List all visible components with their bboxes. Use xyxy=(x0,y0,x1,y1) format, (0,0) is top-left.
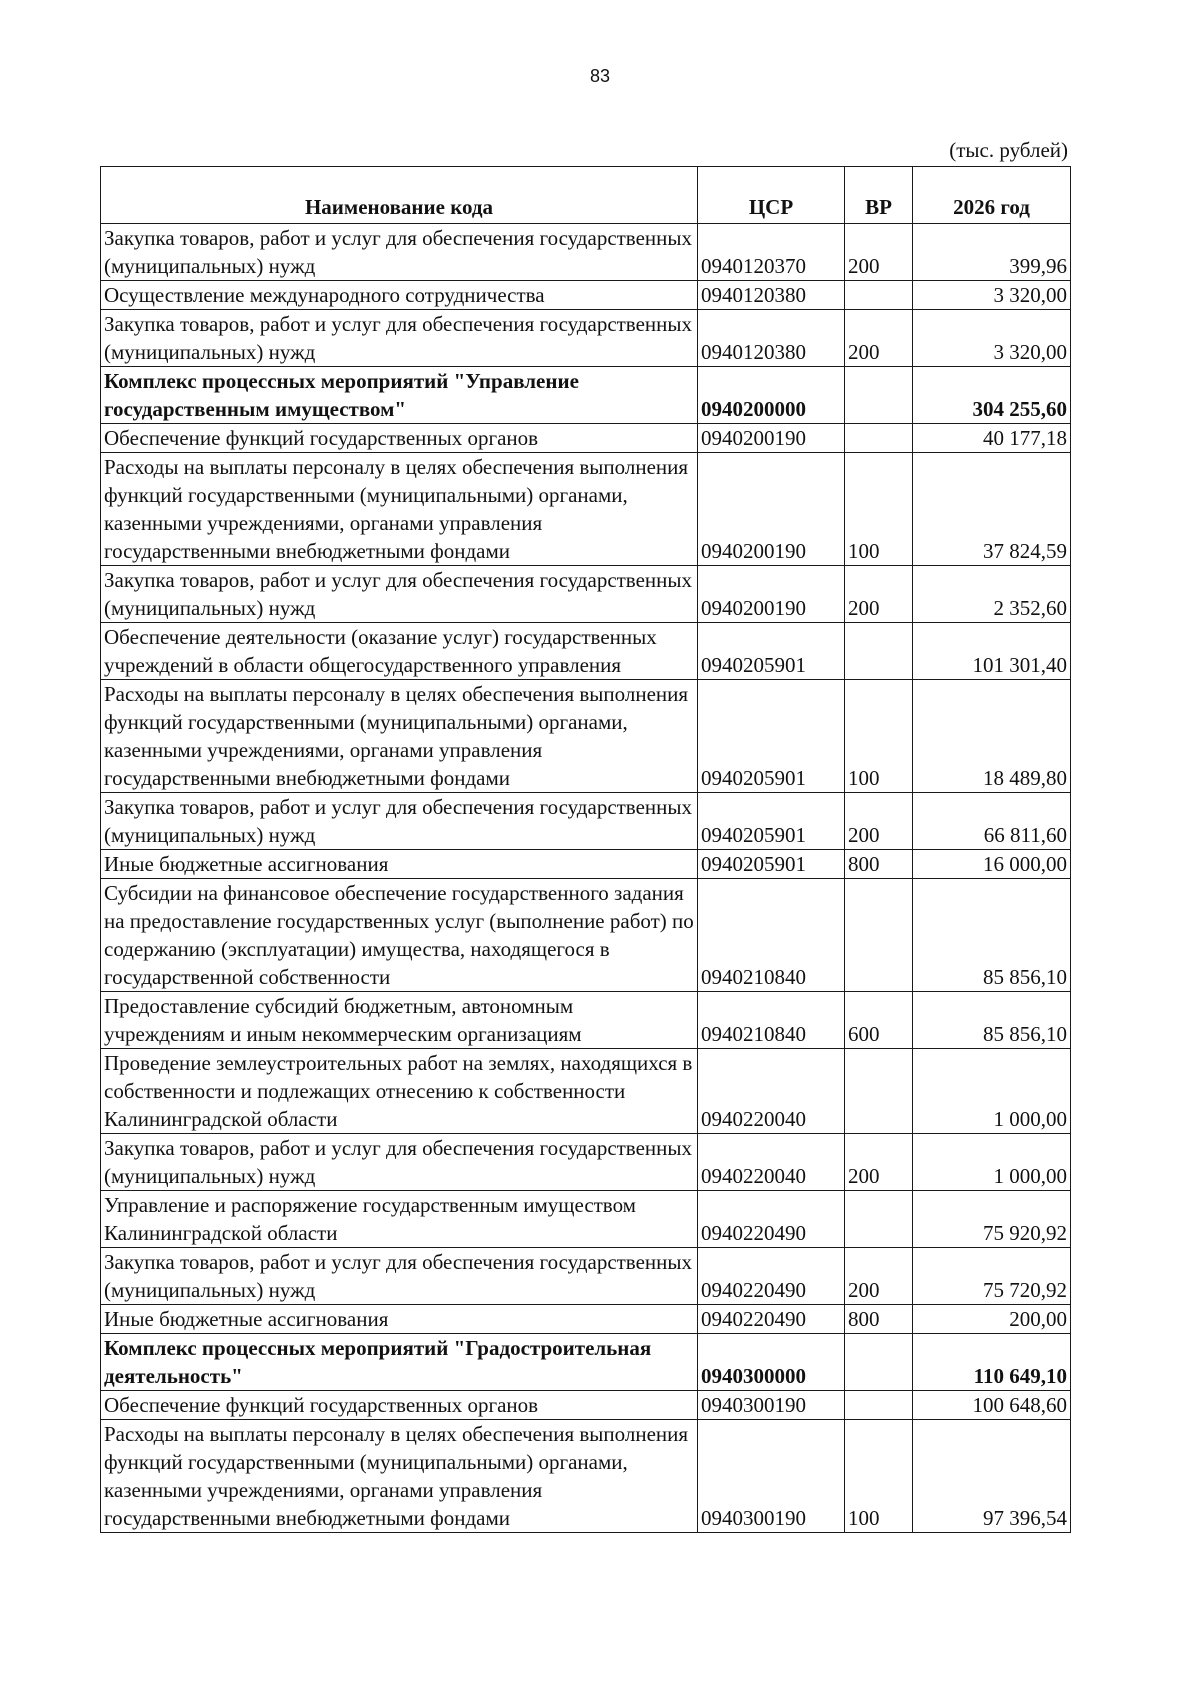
table-header-row xyxy=(101,167,1071,224)
cell-name: Управление и распоряжение государственным имуществом Калининградской области xyxy=(101,1191,698,1248)
cell-sum: 85 856,10 xyxy=(913,992,1071,1049)
cell-csr: 0940205901 xyxy=(698,680,845,793)
cell-csr: 0940210840 xyxy=(698,992,845,1049)
table-row xyxy=(101,566,1071,623)
cell-vr xyxy=(845,1334,913,1391)
cell-csr: 0940200190 xyxy=(698,453,845,566)
cell-vr: 200 xyxy=(845,224,913,281)
cell-sum: 200,00 xyxy=(913,1305,1071,1334)
cell-csr: 0940300190 xyxy=(698,1391,845,1420)
cell-vr xyxy=(845,367,913,424)
cell-name: Комплекс процессных мероприятий "Градостроительная деятельность" xyxy=(101,1334,698,1391)
cell-vr: 200 xyxy=(845,1134,913,1191)
table-row xyxy=(101,1391,1071,1420)
table-row xyxy=(101,793,1071,850)
cell-csr: 0940120380 xyxy=(698,281,845,310)
cell-name: Закупка товаров, работ и услуг для обеспечения государственных (муниципальных) нужд xyxy=(101,1248,698,1305)
cell-vr xyxy=(845,879,913,992)
table-row xyxy=(101,453,1071,566)
page-number: 83 xyxy=(589,66,611,86)
cell-sum: 3 320,00 xyxy=(913,281,1071,310)
cell-name: Предоставление субсидий бюджетным, автономным учреждениям и иным некоммерческим организациям xyxy=(101,992,698,1049)
cell-name: Субсидии на финансовое обеспечение государственного задания на предоставление государственных услуг (выполнение работ) по содержанию (эксплуатации) имущества, находящегося в государственной собственности xyxy=(101,879,698,992)
cell-sum: 100 648,60 xyxy=(913,1391,1071,1420)
table-row xyxy=(101,1191,1071,1248)
table-row xyxy=(101,367,1071,424)
cell-sum: 85 856,10 xyxy=(913,879,1071,992)
cell-sum: 2 352,60 xyxy=(913,566,1071,623)
table-row xyxy=(101,1420,1071,1533)
cell-vr xyxy=(845,1391,913,1420)
cell-vr: 100 xyxy=(845,1420,913,1533)
cell-sum: 40 177,18 xyxy=(913,424,1071,453)
cell-vr xyxy=(845,1191,913,1248)
cell-csr: 0940200190 xyxy=(698,566,845,623)
cell-csr: 0940220490 xyxy=(698,1305,845,1334)
cell-name: Осуществление международного сотрудничества xyxy=(101,281,698,310)
cell-name: Обеспечение функций государственных органов xyxy=(101,1391,698,1420)
cell-csr: 0940220040 xyxy=(698,1134,845,1191)
cell-csr: 0940200000 xyxy=(698,367,845,424)
cell-name: Иные бюджетные ассигнования xyxy=(101,1305,698,1334)
cell-vr: 100 xyxy=(845,453,913,566)
cell-vr: 200 xyxy=(845,566,913,623)
cell-sum: 3 320,00 xyxy=(913,310,1071,367)
header-name: Наименование кода xyxy=(101,167,698,224)
cell-vr: 800 xyxy=(845,1305,913,1334)
cell-csr: 0940300000 xyxy=(698,1334,845,1391)
header-vr: ВР xyxy=(845,167,913,224)
cell-name: Проведение землеустроительных работ на землях, находящихся в собственности и подлежащих отнесению к собственности Калининградской области xyxy=(101,1049,698,1134)
table-row xyxy=(101,310,1071,367)
units-label: (тыс. рублей) xyxy=(949,138,1068,162)
cell-sum: 1 000,00 xyxy=(913,1134,1071,1191)
cell-sum: 399,96 xyxy=(913,224,1071,281)
table-row xyxy=(101,281,1071,310)
cell-vr: 200 xyxy=(845,1248,913,1305)
budget-table xyxy=(100,166,1071,1533)
cell-vr xyxy=(845,623,913,680)
cell-vr xyxy=(845,281,913,310)
cell-vr: 600 xyxy=(845,992,913,1049)
cell-vr: 200 xyxy=(845,793,913,850)
cell-sum: 18 489,80 xyxy=(913,680,1071,793)
cell-sum: 97 396,54 xyxy=(913,1420,1071,1533)
header-sum: 2026 год xyxy=(913,167,1071,224)
cell-csr: 0940205901 xyxy=(698,793,845,850)
cell-csr: 0940210840 xyxy=(698,879,845,992)
table-row xyxy=(101,1305,1071,1334)
cell-sum: 66 811,60 xyxy=(913,793,1071,850)
cell-vr: 200 xyxy=(845,310,913,367)
cell-name: Закупка товаров, работ и услуг для обеспечения государственных (муниципальных) нужд xyxy=(101,310,698,367)
table-row xyxy=(101,1134,1071,1191)
table-row xyxy=(101,992,1071,1049)
cell-csr: 0940205901 xyxy=(698,623,845,680)
cell-name: Закупка товаров, работ и услуг для обеспечения государственных (муниципальных) нужд xyxy=(101,224,698,281)
cell-csr: 0940220490 xyxy=(698,1191,845,1248)
cell-csr: 0940205901 xyxy=(698,850,845,879)
cell-vr xyxy=(845,424,913,453)
cell-sum: 304 255,60 xyxy=(913,367,1071,424)
cell-sum: 75 920,92 xyxy=(913,1191,1071,1248)
cell-vr xyxy=(845,1049,913,1134)
table-row xyxy=(101,1334,1071,1391)
table-row xyxy=(101,1248,1071,1305)
cell-name: Обеспечение функций государственных органов xyxy=(101,424,698,453)
header-csr: ЦСР xyxy=(698,167,845,224)
cell-sum: 37 824,59 xyxy=(913,453,1071,566)
cell-name: Закупка товаров, работ и услуг для обеспечения государственных (муниципальных) нужд xyxy=(101,566,698,623)
cell-csr: 0940220490 xyxy=(698,1248,845,1305)
cell-csr: 0940120380 xyxy=(698,310,845,367)
cell-name: Иные бюджетные ассигнования xyxy=(101,850,698,879)
table-row xyxy=(101,879,1071,992)
cell-name: Расходы на выплаты персоналу в целях обеспечения выполнения функций государственными (муниципальными) органами, казенными учреждениями, органами управления государственными внебюджетными фондами xyxy=(101,680,698,793)
cell-sum: 110 649,10 xyxy=(913,1334,1071,1391)
cell-vr: 800 xyxy=(845,850,913,879)
cell-csr: 0940300190 xyxy=(698,1420,845,1533)
cell-sum: 75 720,92 xyxy=(913,1248,1071,1305)
table-row xyxy=(101,424,1071,453)
cell-csr: 0940200190 xyxy=(698,424,845,453)
table-row xyxy=(101,850,1071,879)
cell-name: Обеспечение деятельности (оказание услуг) государственных учреждений в области общегосударственного управления xyxy=(101,623,698,680)
cell-sum: 1 000,00 xyxy=(913,1049,1071,1134)
cell-name: Закупка товаров, работ и услуг для обеспечения государственных (муниципальных) нужд xyxy=(101,793,698,850)
cell-sum: 101 301,40 xyxy=(913,623,1071,680)
table-row xyxy=(101,623,1071,680)
table-row xyxy=(101,680,1071,793)
cell-vr: 100 xyxy=(845,680,913,793)
table-body xyxy=(101,224,1071,1533)
cell-name: Комплекс процессных мероприятий "Управление государственным имуществом" xyxy=(101,367,698,424)
cell-name: Расходы на выплаты персоналу в целях обеспечения выполнения функций государственными (муниципальными) органами, казенными учреждениями, органами управления государственными внебюджетными фондами xyxy=(101,1420,698,1533)
table-row xyxy=(101,224,1071,281)
cell-csr: 0940220040 xyxy=(698,1049,845,1134)
cell-name: Закупка товаров, работ и услуг для обеспечения государственных (муниципальных) нужд xyxy=(101,1134,698,1191)
table-row xyxy=(101,1049,1071,1134)
cell-csr: 0940120370 xyxy=(698,224,845,281)
cell-name: Расходы на выплаты персоналу в целях обеспечения выполнения функций государственными (муниципальными) органами, казенными учреждениями, органами управления государственными внебюджетными фондами xyxy=(101,453,698,566)
cell-sum: 16 000,00 xyxy=(913,850,1071,879)
